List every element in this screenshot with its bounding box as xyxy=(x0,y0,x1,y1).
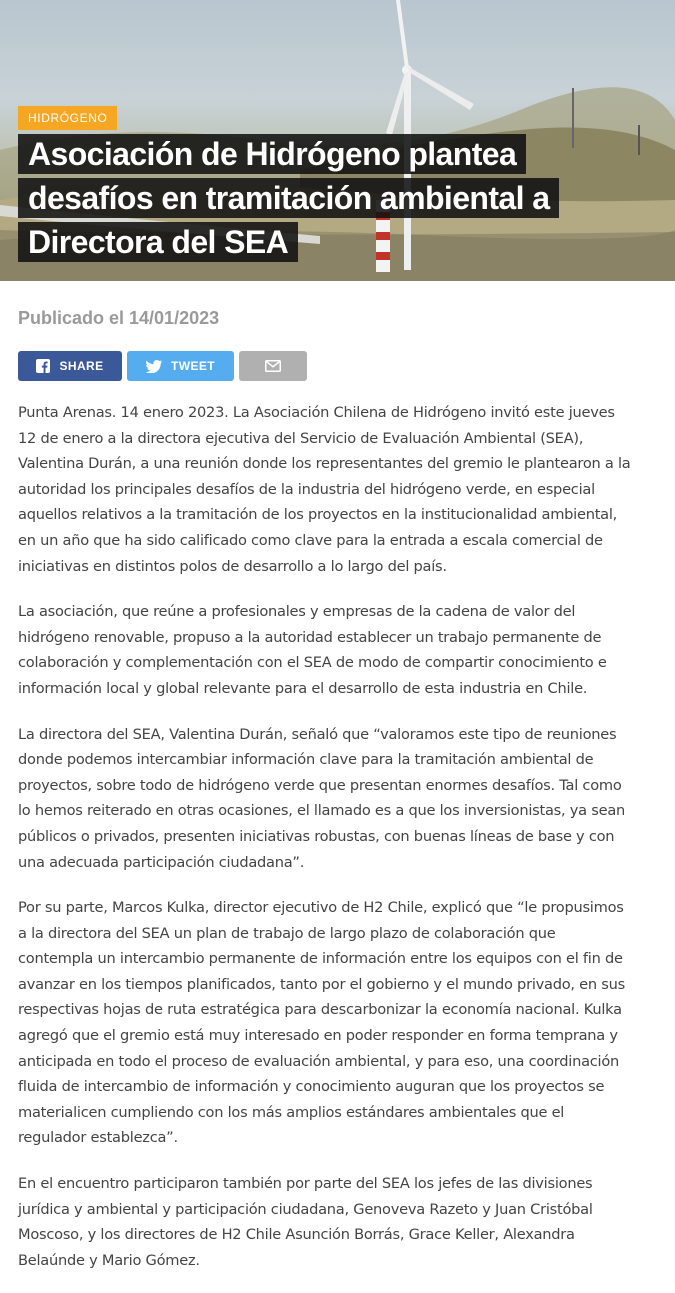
article-paragraph: La directora del SEA, Valentina Durán, señaló que “valoramos este tipo de reuniones donde podemos intercambiar información clave para la tramitación ambiental de proyectos, sobre todo de hidrógeno verde que presentan enormes desafíos. Tal como lo hemos reiterado en otras ocasiones, el llamado es a que los inversionistas, ya sean públicos o privados, presenten iniciativas robustas, con buenas líneas de base y con una adecuada participación ciudadana”. xyxy=(18,725,626,871)
article-paragraph: Punta Arenas. 14 enero 2023. La Asociación Chilena de Hidrógeno invitó este jueves 12 de enero a la directora ejecutiva del Servicio de Evaluación Ambiental (SEA), Valentina Durán, a una reunión donde los representantes del gremio le plantearon a la autoridad los principales desafíos de la industria del hidrógeno verde, en especial aquellos relativos a la tramitación de los proyectos en la institucionalidad ambiental, en un año que ha sido calificado como clave para la entrada a escala comercial de iniciativas en distintos polos de desarrollo a lo largo del país. xyxy=(18,404,631,575)
article-body xyxy=(18,400,634,1293)
facebook-share-button[interactable] xyxy=(18,351,122,381)
email-share-button[interactable] xyxy=(239,351,307,381)
article-paragraph: La asociación, que reúne a profesionales y empresas de la cadena de valor del hidrógeno renovable, propuso a la autoridad establecer un trabajo permanente de colaboración y complementación con el SEA de modo de compartir conocimiento e información local y global relevante para el desarrollo de esta industria en Chile. xyxy=(18,603,607,697)
envelope-icon xyxy=(265,360,281,372)
article-paragraph: Por su parte, Marcos Kulka, director ejecutivo de H2 Chile, explicó que “le propusimos a la directora del SEA un plan de trabajo de largo plazo de colaboración que contempla un intercambio permanente de información entre los equipos con el fin de avanzar en los tiempos planificados, tanto por el gobierno y el mundo privado, en sus respectivas hojas de ruta estratégica para descarbonizar la economía nacional. Kulka agregó que el gremio está muy interesado en poder responder en forma temprana y anticipada en todo el proceso de evaluación ambiental, y para eso, una coordinación fluida de intercambio de información y conocimiento auguran que los proyectos se materialicen cumpliendo con los más amplios estándares ambientales que el regulador establezca”. xyxy=(18,899,626,1147)
article-paragraph: En el encuentro participaron también por parte del SEA los jefes de las divisiones jurídica y ambiental y participación ciudadana, Genoveva Razeto y Juan Cristóbal Moscoso, y los directores de H2 Chile Asunción Borrás, Grace Keller, Alexandra Belaúnde y Mario Gómez. xyxy=(18,1175,593,1269)
twitter-icon xyxy=(146,360,162,373)
facebook-icon xyxy=(36,359,50,373)
article-title-box xyxy=(18,132,578,264)
hero-image xyxy=(0,0,675,281)
category-badge[interactable]: HIDRÓGENO xyxy=(18,106,117,130)
twitter-share-label: TWEET xyxy=(171,359,215,373)
article-title: Asociación de Hidrógeno plantea desafíos en tramitación ambiental a Directora del SEA xyxy=(18,134,559,262)
share-buttons xyxy=(18,351,307,381)
published-date: Publicado el 14/01/2023 xyxy=(18,308,220,328)
twitter-share-button[interactable] xyxy=(127,351,234,381)
facebook-share-label: SHARE xyxy=(59,359,104,373)
